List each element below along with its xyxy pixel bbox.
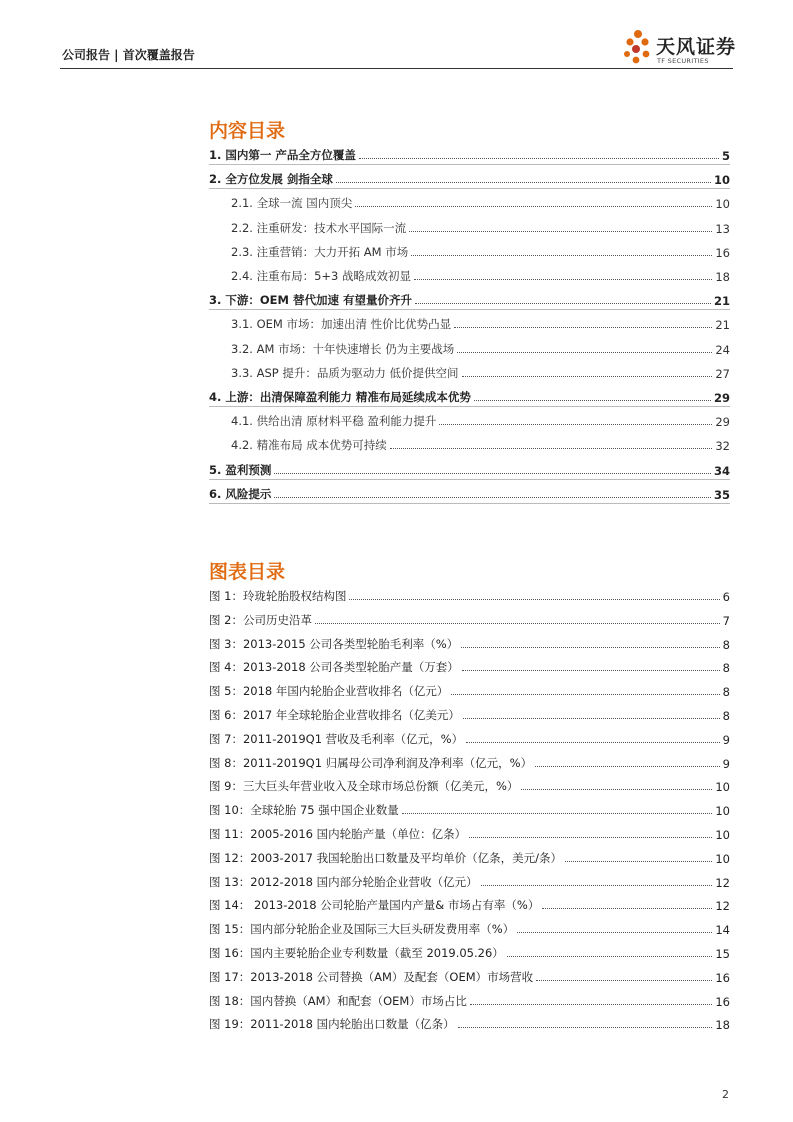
figure-entry[interactable] — [209, 895, 730, 913]
entry-page-number: 14 — [715, 923, 730, 938]
toc-entry[interactable] — [209, 484, 730, 502]
dot-leader — [451, 693, 719, 695]
tf-securities-logo — [622, 28, 752, 68]
dot-leader — [359, 157, 719, 159]
entry-label: 图 10：全球轮胎 75 强中国企业数量 — [209, 803, 399, 818]
entry-label: 图 7：2011-2019Q1 营收及毛利率（亿元，%） — [209, 731, 464, 746]
entry-label: 4.1. 供给出清 原材料平稳 盈利能力提升 — [231, 414, 437, 429]
figure-entry[interactable] — [209, 776, 730, 794]
dot-leader — [274, 472, 711, 474]
toc-entry[interactable] — [209, 314, 730, 332]
figure-entry[interactable] — [209, 872, 730, 890]
toc-entry[interactable] — [209, 435, 730, 453]
entry-label: 图 14： 2013-2018 公司轮胎产量国内产量& 市场占有率（%） — [209, 898, 540, 913]
entry-page-number: 18 — [715, 270, 730, 284]
entry-label: 3.3. ASP 提升：品质为驱动力 低价提供空间 — [231, 365, 459, 380]
dot-leader — [390, 447, 713, 449]
dot-leader — [274, 496, 711, 498]
entry-label: 图 17：2013-2018 公司替换（AM）及配套（OEM）市场营收 — [209, 969, 534, 984]
figure-entry[interactable] — [209, 967, 730, 985]
dot-leader — [535, 765, 720, 767]
entry-label: 2.1. 全球一流 国内顶尖 — [231, 196, 353, 211]
figure-entry[interactable] — [209, 943, 730, 961]
entry-label: 图 8：2011-2019Q1 归属母公司净利润及净利率（亿元，%） — [209, 755, 533, 770]
entry-page-number: 29 — [713, 391, 730, 405]
dot-leader — [470, 1003, 713, 1005]
entry-label: 图 5：2018 年国内轮胎企业营收排名（亿元） — [209, 684, 449, 699]
entry-page-number: 34 — [713, 463, 730, 478]
entry-page-number: 24 — [715, 342, 730, 357]
entry-page-number: 7 — [722, 613, 730, 628]
dot-leader — [474, 399, 711, 401]
toc-entry[interactable] — [209, 363, 730, 381]
dot-leader — [411, 254, 712, 256]
dot-leader — [415, 302, 711, 304]
entry-page-number: 10 — [715, 780, 730, 795]
toc-separator — [209, 503, 730, 504]
entry-page-number: 8 — [722, 709, 730, 723]
toc-entry[interactable] — [209, 218, 730, 236]
dot-leader — [536, 979, 712, 981]
dot-leader — [409, 230, 712, 232]
toc-title: 内容目录 — [209, 120, 286, 142]
entry-label: 图 12：2003-2017 我国轮胎出口数量及平均单价（亿条，美元/条） — [209, 850, 562, 865]
dot-leader — [336, 181, 711, 183]
entry-label: 图 2：公司历史沿革 — [209, 612, 312, 627]
entry-page-number: 21 — [715, 318, 730, 333]
entry-label: 4.2. 精准布局 成本优势可持续 — [231, 438, 387, 453]
toc-separator — [209, 406, 730, 407]
entry-page-number: 10 — [715, 851, 730, 866]
logo-english-name: TF SECURITIES — [657, 57, 709, 65]
entry-page-number: 13 — [715, 221, 730, 236]
entry-label: 图 9：三大巨头年营业收入及全球市场总份额（亿美元，%） — [209, 779, 519, 794]
toc-entry[interactable] — [209, 193, 730, 211]
toc-entry[interactable] — [209, 339, 730, 357]
toc-separator — [209, 164, 730, 165]
entry-label: 2.4. 注重布局：5+3 战略成效初显 — [231, 269, 412, 283]
entry-label: 2.3. 注重营销：大力开拓 AM 市场 — [231, 244, 409, 259]
entry-label: 3.2. AM 市场：十年快速增长 仍为主要战场 — [231, 341, 455, 356]
figures-title: 图表目录 — [209, 561, 286, 583]
entry-page-number: 12 — [715, 875, 730, 890]
dot-leader — [458, 1026, 713, 1028]
entry-page-number: 5 — [721, 149, 730, 163]
entry-page-number: 27 — [715, 366, 730, 381]
entry-label: 图 15：国内部分轮胎企业及国际三大巨头研发费用率（%） — [209, 922, 515, 937]
toc-separator — [209, 188, 730, 189]
entry-label: 4. 上游：出清保障盈利能力 精准布局延续成本优势 — [209, 390, 471, 404]
entry-page-number: 18 — [715, 1018, 730, 1033]
entry-page-number: 32 — [715, 439, 730, 454]
dot-leader — [414, 278, 712, 280]
entry-page-number: 10 — [715, 804, 730, 819]
entry-label: 图 18：国内替换（AM）和配套（OEM）市场占比 — [209, 993, 467, 1008]
dot-leader — [517, 931, 712, 933]
toc-separator — [209, 309, 730, 310]
dot-leader — [565, 860, 712, 862]
entry-page-number: 29 — [715, 415, 730, 430]
dot-leader — [457, 351, 712, 353]
entry-page-number: 8 — [722, 637, 730, 652]
dot-leader — [402, 812, 713, 814]
entry-page-number: 12 — [715, 899, 730, 914]
figure-entry[interactable] — [209, 705, 730, 723]
logo-chinese-name: 天风证券 — [656, 36, 737, 58]
entry-label: 图 1：玲珑轮胎股权结构图 — [209, 589, 347, 603]
entry-label: 图 3：2013-2015 公司各类型轮胎毛利率（%） — [209, 636, 459, 651]
dot-leader — [439, 423, 712, 425]
dot-leader — [461, 646, 719, 648]
toc-entry[interactable] — [209, 387, 730, 405]
entry-label: 3.1. OEM 市场：加速出清 性价比优势凸显 — [231, 317, 452, 332]
entry-page-number: 35 — [713, 487, 730, 502]
toc-entry[interactable] — [209, 266, 730, 284]
figure-entry[interactable] — [209, 919, 730, 937]
toc-entry[interactable] — [209, 242, 730, 260]
figure-entry[interactable] — [209, 848, 730, 866]
entry-page-number: 16 — [715, 245, 730, 260]
entry-page-number: 10 — [715, 197, 730, 212]
entry-page-number: 16 — [715, 970, 730, 985]
dot-leader — [349, 598, 719, 600]
toc-entry[interactable] — [209, 411, 730, 429]
dot-leader — [507, 955, 713, 957]
dot-leader — [481, 884, 713, 886]
entry-page-number: 8 — [722, 685, 730, 700]
entry-label: 图 13：2012-2018 国内部分轮胎企业营收（亿元） — [209, 874, 478, 889]
entry-label: 2. 全方位发展 剑指全球 — [209, 172, 333, 187]
figure-entry[interactable] — [209, 824, 730, 842]
toc-entry[interactable] — [209, 460, 730, 478]
entry-page-number: 9 — [722, 756, 730, 771]
figure-entry[interactable] — [209, 634, 730, 652]
entry-label: 图 11：2005-2016 国内轮胎产量（单位：亿条） — [209, 827, 467, 841]
entry-page-number: 10 — [715, 828, 730, 842]
entry-page-number: 16 — [715, 994, 730, 1009]
figure-entry[interactable] — [209, 1014, 730, 1032]
figure-entry[interactable] — [209, 753, 730, 771]
figure-entry[interactable] — [209, 586, 730, 604]
figure-entry[interactable] — [209, 657, 730, 675]
figure-entry[interactable] — [209, 610, 730, 628]
entry-page-number: 9 — [722, 732, 730, 747]
figure-entry[interactable] — [209, 991, 730, 1009]
dot-leader — [542, 907, 712, 909]
dot-leader — [463, 717, 720, 719]
dot-leader — [466, 741, 720, 743]
entry-label: 图 19：2011-2018 国内轮胎出口数量（亿条） — [209, 1017, 455, 1032]
entry-label: 3. 下游：OEM 替代加速 有望量价齐升 — [209, 293, 412, 308]
figure-entry[interactable] — [209, 681, 730, 699]
entry-label: 5. 盈利预测 — [209, 462, 272, 477]
report-type-header: 公司报告 | 首次覆盖报告 — [62, 48, 195, 62]
entry-page-number: 8 — [722, 661, 730, 676]
logo-mark-icon — [622, 28, 656, 68]
figure-entry[interactable] — [209, 800, 730, 818]
dot-leader — [462, 669, 720, 671]
entry-label: 6. 风险提示 — [209, 486, 272, 501]
entry-page-number: 10 — [713, 173, 730, 188]
dot-leader — [454, 326, 712, 328]
dot-leader — [521, 788, 712, 790]
dot-leader — [462, 375, 713, 377]
entry-page-number: 6 — [722, 590, 730, 604]
entry-page-number: 15 — [715, 947, 730, 961]
dot-leader — [469, 836, 712, 838]
toc-entry[interactable] — [209, 145, 730, 163]
entry-label: 图 6：2017 年全球轮胎企业营收排名（亿美元） — [209, 708, 460, 722]
dot-leader — [315, 622, 720, 624]
dot-leader — [355, 205, 712, 207]
page-number: 2 — [722, 1088, 729, 1101]
header-divider — [60, 68, 733, 69]
entry-page-number: 21 — [713, 294, 730, 309]
entry-label: 1. 国内第一 产品全方位覆盖 — [209, 148, 356, 162]
entry-label: 2.2. 注重研发：技术水平国际一流 — [231, 220, 407, 235]
entry-label: 图 16：国内主要轮胎企业专利数量（截至 2019.05.26） — [209, 946, 504, 960]
toc-entry[interactable] — [209, 169, 730, 187]
figure-entry[interactable] — [209, 729, 730, 747]
entry-label: 图 4：2013-2018 公司各类型轮胎产量（万套） — [209, 660, 459, 675]
toc-separator — [209, 479, 730, 480]
toc-entry[interactable] — [209, 290, 730, 308]
